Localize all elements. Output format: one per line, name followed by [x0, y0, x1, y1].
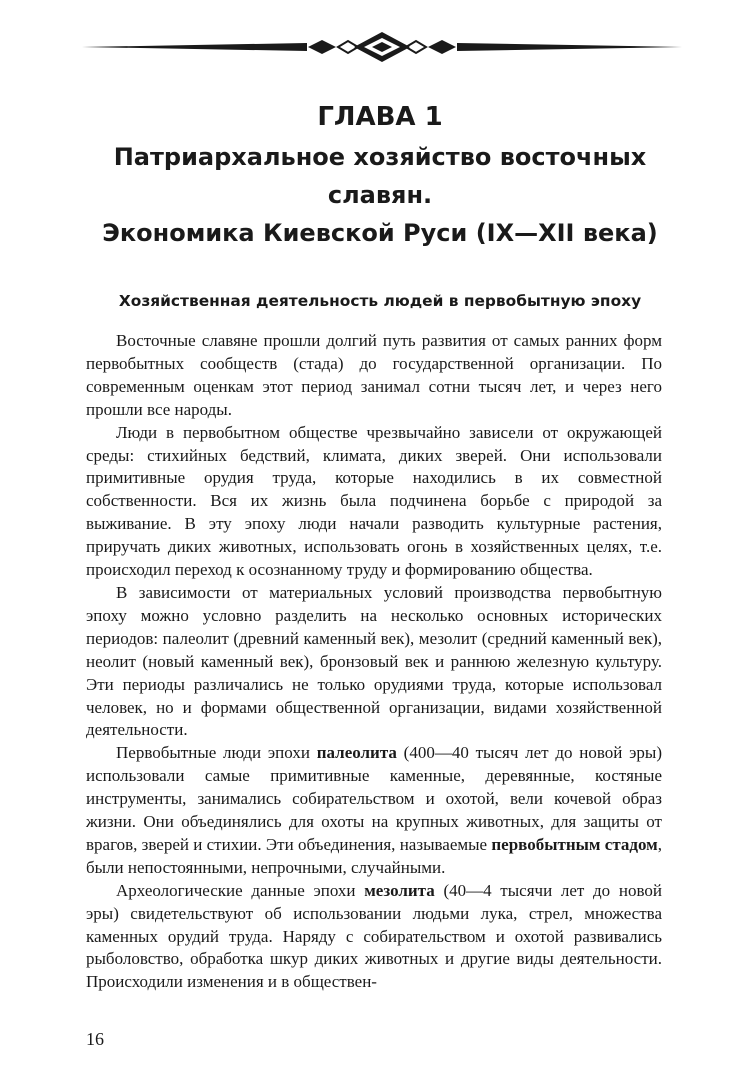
- chapter-title-line-2: Экономика Киевской Руси (IX—XII века): [102, 219, 658, 247]
- text-run: Первобытные люди эпохи: [116, 743, 317, 763]
- page-number: 16: [86, 1029, 104, 1049]
- body-text: [86, 330, 662, 994]
- text-run: Археологические данные эпохи: [116, 880, 365, 900]
- paragraph: В зависимости от материальных условий производства первобытную эпоху можно условно разделить на несколько основных исторических периодов: палеолит (древний каменный век), мезолит (средний каменный век), неолит (новый каменный век), бронзовый век и раннюю железную культуру. Эти периоды различались не только орудиями труда, которые использовал человек, но и формами общественной организации, видами хозяйственной деятельности.: [86, 582, 662, 740]
- text-run: (40—4 тысячи лет до новой эры) свидетельствуют об использовании людьми лука, стрел, множества каменных орудий труда. Наряду с собирательством и охотой развивались рыболовство, обработка шкур диких животных и другие виды деятельности. Происходили изменения и в обществен-: [86, 880, 662, 992]
- paragraph: Восточные славяне прошли долгий путь развития от самых ранних форм первобытных сообществ (стада) до государственной организации. По современным оценкам этот период занимал сотни тысяч лет, и через него прошли все народы.: [86, 331, 662, 419]
- paragraph: [86, 742, 662, 879]
- chapter-heading: [60, 100, 700, 252]
- chapter-number: ГЛАВА 1: [317, 102, 443, 132]
- chapter-title-line-1: Патриархальное хозяйство восточных славян.: [113, 143, 647, 209]
- term-primitive-herd: первобытным стадом: [491, 834, 658, 854]
- chapter-title: [60, 138, 700, 252]
- paragraph: [86, 880, 662, 995]
- term-paleolith: палеолита: [316, 743, 397, 763]
- text-run: , были непостоянными, непрочными, случайными.: [86, 834, 662, 877]
- section-title: Хозяйственная деятельность людей в первобытную эпоху: [118, 292, 642, 310]
- paragraph: Люди в первобытном обществе чрезвычайно зависели от окружающей среды: стихийных бедствий, климата, диких зверей. Они использовали примитивные орудия труда, которые находились в их совместной собственности. Вся их жизнь была подчинена борьбе с природой за выживание. В эту эпоху люди начали разводить культурные растения, приручать диких животных, использовать огонь в хозяйственных целях, т.е. происходил переход к осознанному труду и формированию общества.: [86, 422, 662, 580]
- text-run: (400—40 тысяч лет до новой эры) использовали самые примитивные каменные, деревянные, костяные инструменты, занимались собирательством и охотой, вели кочевой образ жизни. Они объединялись для охоты на крупных животных, для защиты от врагов, зверей и стихии. Эти объединения, называемые: [86, 743, 662, 854]
- chapter-header-ornament: [82, 30, 682, 64]
- term-mesolith: мезолита: [364, 880, 435, 900]
